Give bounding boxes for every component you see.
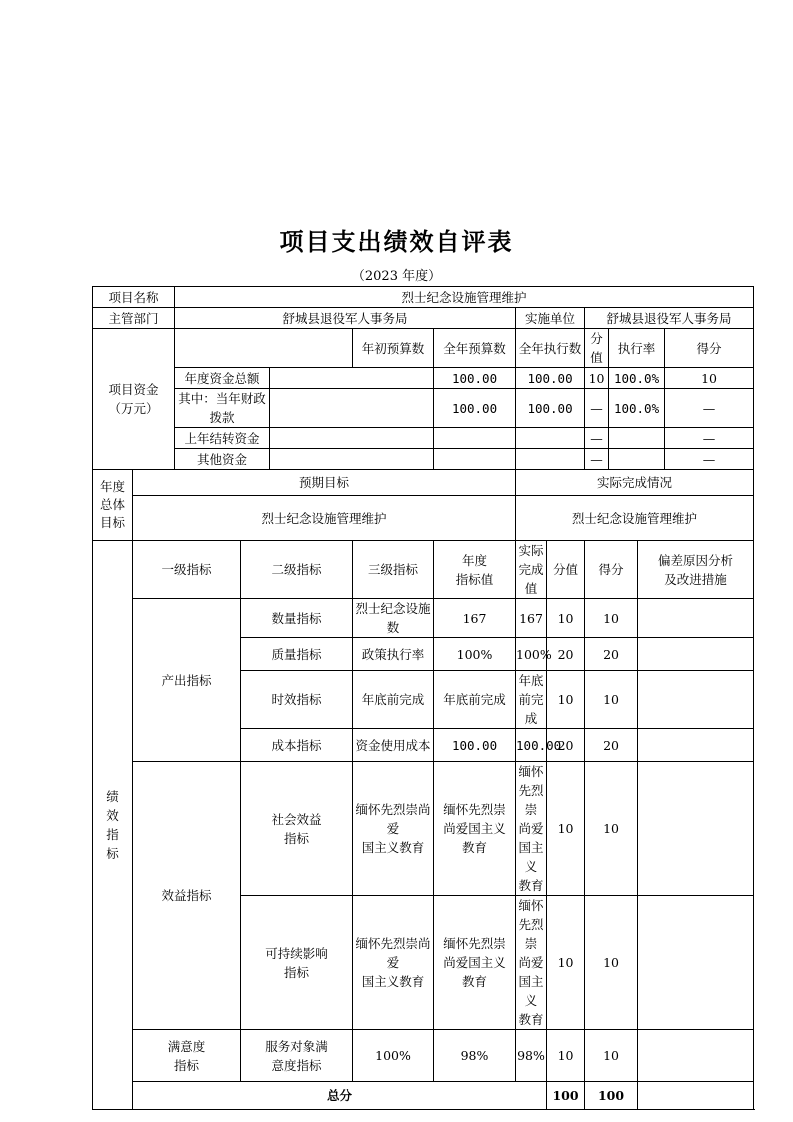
funds-label <box>93 329 175 470</box>
funds-row-label: 其中：当年财政拨款 <box>175 389 270 428</box>
note-cell <box>638 638 754 671</box>
goals-content-row <box>93 496 754 541</box>
level3-cell: 资金使用成本 <box>353 729 434 762</box>
note-cell <box>638 671 754 729</box>
level3-cell: 烈士纪念设施数 <box>353 599 434 638</box>
page-title: 项目支出绩效自评表 <box>279 228 514 256</box>
actual-cell: 缅怀先烈崇 尚爱国主义 教育 <box>516 896 547 1030</box>
funds-executed: 100.00 <box>516 389 585 428</box>
level2-cell: 社会效益 指标 <box>241 762 353 896</box>
score-cell: 10 <box>585 1030 638 1082</box>
level2-cell: 可持续影响 指标 <box>241 896 353 1030</box>
implementer-label: 实施单位 <box>516 308 585 329</box>
funds-rate: 100.0% <box>609 368 665 389</box>
year-subtitle: （2023 年度） <box>351 269 442 284</box>
level3-cell: 缅怀先烈崇尚爱 国主义教育 <box>353 896 434 1030</box>
funds-score-value: — <box>585 389 609 428</box>
funds-header-rate: 执行率 <box>609 329 665 368</box>
funds-header-initial: 年初预算数 <box>353 329 434 368</box>
score-cell: 10 <box>585 896 638 1030</box>
goals-label-line: 目标 <box>99 515 125 530</box>
funds-budget <box>434 428 516 449</box>
note-cell <box>638 762 754 896</box>
funds-budget <box>434 449 516 470</box>
funds-row <box>93 428 754 449</box>
actual-cell: 缅怀先烈崇 尚爱国主义 教育 <box>516 762 547 896</box>
funds-row-label: 年度资金总额 <box>175 368 270 389</box>
output-level1: 产出指标 <box>133 599 241 762</box>
indicators-label-char: 标 <box>106 846 119 861</box>
actual-cell: 167 <box>516 599 547 638</box>
level3-cell: 政策执行率 <box>353 638 434 671</box>
funds-initial <box>270 449 434 470</box>
indicator-row <box>93 1030 754 1082</box>
funds-header-blank <box>175 329 353 368</box>
header-deviation: 偏差原因分析 及改进措施 <box>638 541 754 599</box>
total-score: 100 <box>585 1082 638 1110</box>
funds-rate <box>609 449 665 470</box>
funds-label-line1: 项目资金 <box>108 382 159 397</box>
funds-row <box>93 368 754 389</box>
funds-budget: 100.00 <box>434 389 516 428</box>
funds-label-line2: （万元） <box>108 401 159 416</box>
funds-row <box>93 389 754 428</box>
total-row <box>93 1082 754 1110</box>
value-cell: 10 <box>547 896 585 1030</box>
goals-expected-header: 预期目标 <box>133 470 516 496</box>
funds-score: — <box>665 389 754 428</box>
funds-executed: 100.00 <box>516 368 585 389</box>
target-cell: 100% <box>434 638 516 671</box>
target-cell: 100.00 <box>434 729 516 762</box>
funds-rate: 100.0% <box>609 389 665 428</box>
value-cell: 10 <box>547 671 585 729</box>
score-cell: 10 <box>585 671 638 729</box>
indicator-row <box>93 762 754 896</box>
goals-label-line: 年度 <box>99 479 125 494</box>
actual-cell: 100.00 <box>516 729 547 762</box>
header-score-value: 分值 <box>547 541 585 599</box>
department-value: 舒城县退役军人事务局 <box>175 308 516 329</box>
actual-cell: 100% <box>516 638 547 671</box>
funds-row <box>93 449 754 470</box>
goals-expected: 烈士纪念设施管理维护 <box>133 496 516 541</box>
header-score: 得分 <box>585 541 638 599</box>
funds-header-score: 得分 <box>665 329 754 368</box>
value-cell: 10 <box>547 599 585 638</box>
note-cell <box>638 599 754 638</box>
department-label: 主管部门 <box>93 308 175 329</box>
score-cell: 10 <box>585 599 638 638</box>
header-actual: 实际 完成值 <box>516 541 547 599</box>
header-target: 年度 指标值 <box>434 541 516 599</box>
indicators-label-char: 效 <box>106 808 119 823</box>
header-level1: 一级指标 <box>133 541 241 599</box>
funds-score: 10 <box>665 368 754 389</box>
indicators-header-row <box>93 541 754 599</box>
benefit-level1: 效益指标 <box>133 762 241 1030</box>
indicator-row <box>93 599 754 638</box>
target-cell: 167 <box>434 599 516 638</box>
total-value: 100 <box>547 1082 585 1110</box>
level3-cell: 年底前完成 <box>353 671 434 729</box>
funds-executed <box>516 449 585 470</box>
funds-score: — <box>665 428 754 449</box>
actual-cell: 年底前完成 <box>516 671 547 729</box>
target-cell: 98% <box>434 1030 516 1082</box>
value-cell: 10 <box>547 1030 585 1082</box>
note-cell <box>638 729 754 762</box>
score-cell: 10 <box>585 762 638 896</box>
funds-score-value: 10 <box>585 368 609 389</box>
goals-actual: 烈士纪念设施管理维护 <box>516 496 754 541</box>
level2-cell: 质量指标 <box>241 638 353 671</box>
note-cell <box>638 896 754 1030</box>
total-label: 总分 <box>133 1082 547 1110</box>
funds-score-value: — <box>585 428 609 449</box>
funds-header-executed: 全年执行数 <box>516 329 585 368</box>
goals-label-line: 总体 <box>99 497 125 512</box>
score-cell: 20 <box>585 638 638 671</box>
target-cell: 缅怀先烈崇 尚爱国主义 教育 <box>434 896 516 1030</box>
level2-cell: 数量指标 <box>241 599 353 638</box>
funds-initial <box>270 368 434 389</box>
department-row <box>93 308 754 329</box>
target-cell: 缅怀先烈崇 尚爱国主义 教育 <box>434 762 516 896</box>
indicators-label-char: 绩 <box>106 789 119 804</box>
level2-cell: 时效指标 <box>241 671 353 729</box>
project-name-value: 烈士纪念设施管理维护 <box>175 287 754 308</box>
total-note <box>638 1082 754 1110</box>
goals-actual-header: 实际完成情况 <box>516 470 754 496</box>
goals-header-row <box>93 470 754 496</box>
funds-budget: 100.00 <box>434 368 516 389</box>
header-level2: 二级指标 <box>241 541 353 599</box>
performance-table <box>92 286 754 1110</box>
funds-header-row <box>93 329 754 368</box>
funds-score: — <box>665 449 754 470</box>
funds-row-label: 上年结转资金 <box>175 428 270 449</box>
value-cell: 10 <box>547 762 585 896</box>
target-cell: 年底前完成 <box>434 671 516 729</box>
funds-initial <box>270 389 434 428</box>
note-cell <box>638 1030 754 1082</box>
funds-executed <box>516 428 585 449</box>
project-name-row <box>93 287 754 308</box>
level3-cell: 缅怀先烈崇尚爱 国主义教育 <box>353 762 434 896</box>
level2-cell: 成本指标 <box>241 729 353 762</box>
indicators-label-char: 指 <box>106 827 119 842</box>
funds-score-value: — <box>585 449 609 470</box>
goals-label <box>93 470 133 541</box>
funds-header-score-value: 分值 <box>585 329 609 368</box>
satisfaction-level1: 满意度 指标 <box>133 1030 241 1082</box>
actual-cell: 98% <box>516 1030 547 1082</box>
score-cell: 20 <box>585 729 638 762</box>
funds-row-label: 其他资金 <box>175 449 270 470</box>
funds-header-budget: 全年预算数 <box>434 329 516 368</box>
project-name-label: 项目名称 <box>93 287 175 308</box>
funds-initial <box>270 428 434 449</box>
funds-rate <box>609 428 665 449</box>
level2-cell: 服务对象满 意度指标 <box>241 1030 353 1082</box>
value-cell: 20 <box>547 638 585 671</box>
implementer-value: 舒城县退役军人事务局 <box>585 308 754 329</box>
indicators-label <box>93 541 133 1110</box>
header-level3: 三级指标 <box>353 541 434 599</box>
value-cell: 20 <box>547 729 585 762</box>
level3-cell: 100% <box>353 1030 434 1082</box>
